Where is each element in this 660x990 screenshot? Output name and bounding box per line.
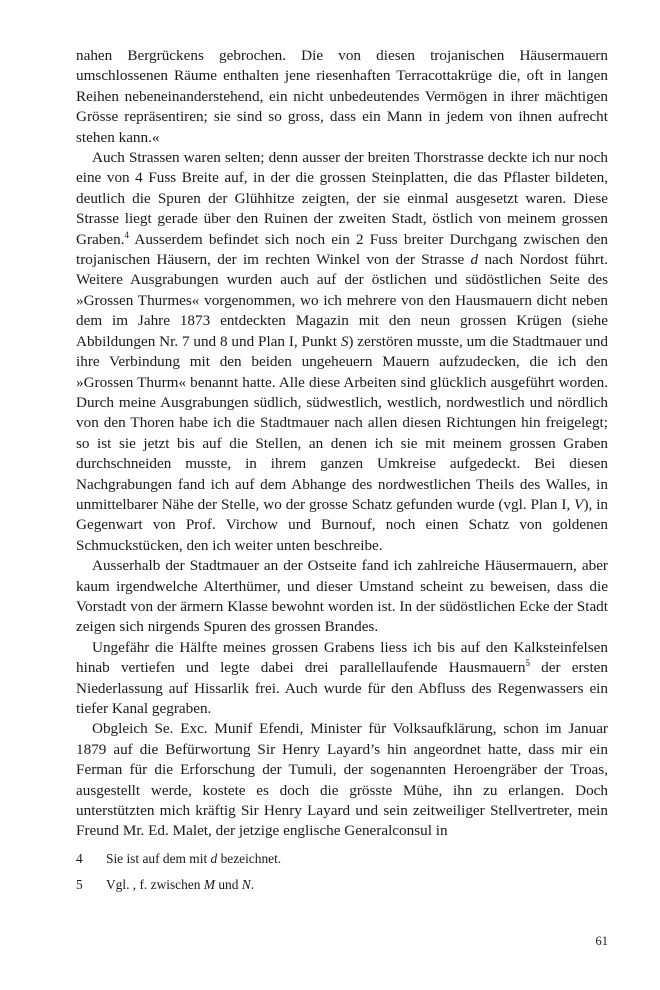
text-run: Vgl. , f. zwischen [106,877,204,892]
italic-symbol: M [203,877,215,892]
footnote-text [106,872,254,898]
main-text [76,46,608,842]
paragraph [76,556,608,638]
text-run: Ausserdem befindet sich noch ein 2 Fuss breiter Durchgang zwischen den trojanischen Häusern, der im rechten Winkel von der Strasse [76,230,608,269]
footnote [76,872,608,898]
text-run: bezeichnet. [217,851,282,866]
footnote-reference: 5 [525,658,530,669]
text-run: Ausserhalb der Stadtmauer an der Ostseite fand ich zahlreiche Häusermauern, aber kaum irgendwelche Alterthümer, und dieser Umstand scheint zu beweisen, dass die Vorstadt von der ärmern Klasse bewohnt worden ist. In der südöstlichen Ecke der Stadt zeigen sich nirgends Spuren des grossen Brandes. [76,557,608,636]
italic-symbol: V [574,495,584,513]
footnote-reference: 4 [124,229,129,240]
footnote-text [106,846,281,872]
text-run: Auch Strassen waren selten; denn ausser der breiten Thorstrasse deckte ich nur noch eine von 4 Fuss Breite auf, in der die grossen Steinplatten, die das Pflaster bildeten, deutlich die Spuren der Glühhitze zeigten, der sie einmal ausgesetzt waren. Diese Strasse liegt gerade über den Ruinen der zweiten Stadt, östlich von meinem grossen Graben. [76,149,608,248]
italic-symbol: d [470,251,479,269]
text-run: der ersten Niederlassung auf Hissarlik frei. Auch wurde für den Abfluss des Regenwassers ein tiefer Kanal gegraben. [76,659,609,717]
page-number: 61 [595,934,608,948]
text-run: und [214,877,242,892]
text-run: Sie ist auf dem mit [106,851,211,866]
paragraph [76,638,608,720]
footnote-number: 4 [76,851,83,866]
text-run: nahen Bergrückens gebrochen. Die von diesen trojanischen Häusermauern umschlossenen Räume enthalten jene riesenhaften Terracottakrüge die, oft in langen Reihen nebeneinanderstehend, ein nicht unbedeutendes Vermögen in ihrer mächtigen Grösse repräsentiren; sie sind so gross, dass ein Mann in jedem von ihnen aufrecht stehen kann.« [76,47,608,146]
italic-symbol: d [210,851,218,866]
text-run: . [250,877,255,892]
paragraph [76,719,608,841]
text-run: ) zerstören musste, um die Stadtmauer und ihre Verbindung mit den beiden ungeheuern Mauern aufzudecken, die ich den »Grossen Thurm« benannt hatte. Alle diese Arbeiten sind glücklich ausgeführt worden. Durch meine Ausgrabungen südlich, südwestlich, westlich, nordwestlich und nördlich von den Thoren habe ich die Stadtmauer nach allen diesen Richtungen hin freigelegt; so ist sie jetzt bis auf die Stellen, an denen ich sie mit meinem grossen Graben durchschneiden musste, in ihrem ganzen Umkreise aufgedeckt. Bei diesen Nachgrabungen fand ich auf dem Abhange des nordwestlichen Theils des Walles, in unmittelbarer Nähe der Stelle, wo der grosse Schatz gefunden wurde (vgl. Plan I, [76,332,608,513]
italic-symbol: S [340,332,349,350]
paragraph [76,148,608,556]
footnote [76,846,608,872]
text-run: Obgleich Se. Exc. Munif Efendi, Minister für Volksaufklärung, schon im Januar 1879 auf die Befürwortung Sir Henry Layard’s hin angeordnet hatte, dass mir ein Ferman für die Erforschung der Tumuli, der sogenannten Heroengräber der Troas, ausgestellt werde, kostete es doch die grösste Mühe, ihn zu erlangen. Doch unterstützten mich kräftig Sir Henry Layard und sein zeitweiliger Stellvertreter, mein Freund Mr. Ed. Malet, der jetzige englische Generalconsul in [76,720,608,840]
paragraph [76,46,608,148]
text-run: nach Nordost führt. Weitere Ausgrabungen wurden auch auf der östlichen und südöstlichen Seite des »Grossen Thurmes« vorgenommen, wo ich mehrere von den Hausmauern dicht neben dem im Jahre 1873 entdeckten Magazin mit den neun grossen Krügen (siehe Abbildungen Nr. 7 und 8 und Plan I, Punkt [76,251,608,350]
italic-symbol: N [241,877,251,892]
text-run: ), in Gegenwart von Prof. Virchow und Burnouf, noch einen Schatz von goldenen Schmuckstücken, den ich weiter unten beschreibe. [76,495,609,554]
footnote-number: 5 [76,877,83,892]
footnotes [76,846,608,898]
text-run: Ungefähr die Hälfte meines grossen Grabens liess ich bis auf den Kalksteinfelsen hinab vertiefen und legte dabei drei parallellaufende Hausmauern [76,638,608,677]
